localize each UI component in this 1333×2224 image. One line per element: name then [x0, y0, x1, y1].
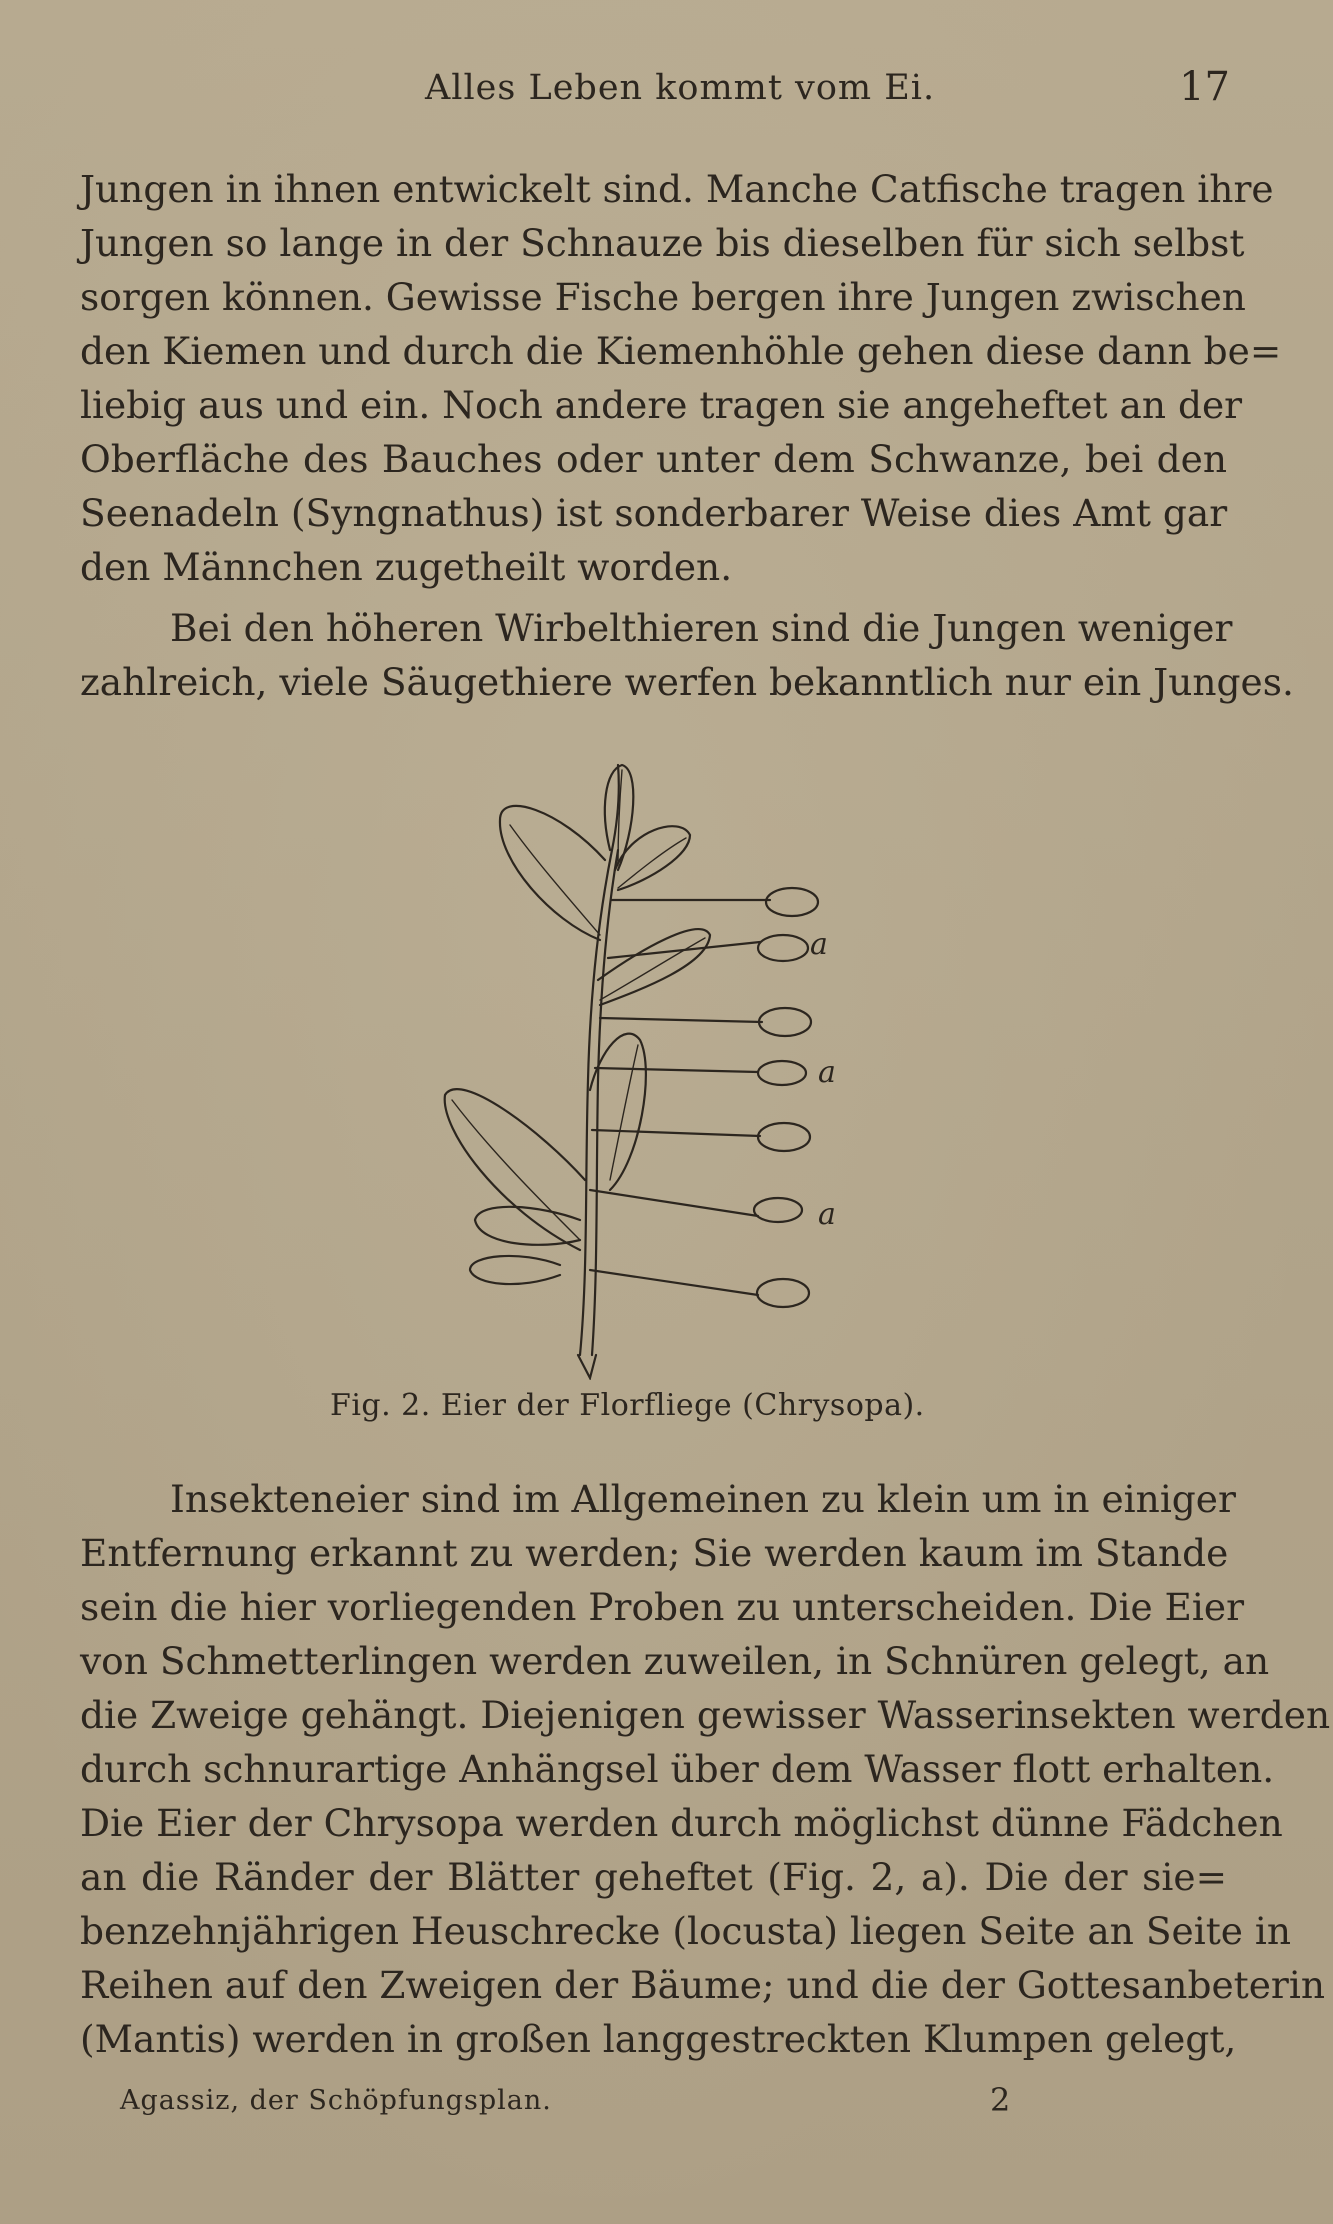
- egg-thread: [595, 1068, 758, 1072]
- page-number: 17: [1179, 64, 1230, 110]
- text-line: die Zweige gehängt. Diejenigen gewisser Wasserinsekten werden: [80, 1693, 1331, 1737]
- paragraph-vertebrates: [80, 601, 1294, 709]
- egg: [758, 1123, 810, 1151]
- egg-thread: [600, 1018, 762, 1022]
- chrysopa-eggs-figure: [440, 750, 880, 1380]
- leaf: [470, 1256, 560, 1284]
- text-line: Seenadeln (Syngnathus) ist sonderbarer Weise dies Amt gar: [80, 491, 1228, 535]
- text-line: Oberfläche des Bauches oder unter dem Schwanze, bei den: [80, 437, 1227, 481]
- egg: [759, 1008, 811, 1036]
- egg-thread: [590, 1270, 758, 1295]
- text-line: Bei den höheren Wirbelthieren sind die Jungen weniger: [170, 606, 1233, 650]
- running-title: Alles Leben kommt vom Ei.: [425, 68, 936, 108]
- text-line: den Männchen zugetheilt worden.: [80, 545, 733, 589]
- paragraph-insect-eggs: [80, 1472, 1331, 2066]
- text-line: (Mantis) werden in großen langgestreckten Klumpen gelegt,: [80, 2017, 1237, 2061]
- figure-label-a: a: [818, 1055, 836, 1090]
- text-line: Entfernung erkannt zu werden; Sie werden kaum im Stande: [80, 1531, 1229, 1575]
- text-line: durch schnurartige Anhängsel über dem Wasser flott erhalten.: [80, 1747, 1275, 1791]
- text-line: von Schmetterlingen werden zuweilen, in Schnüren gelegt, an: [80, 1639, 1270, 1683]
- page-footer: [120, 2081, 1020, 2125]
- leaf-vein: [452, 1100, 580, 1240]
- paragraph-continued: [80, 162, 1282, 594]
- leaf: [475, 1207, 580, 1245]
- egg: [758, 1061, 806, 1085]
- footer-book-title: Agassiz, der Schöpfungsplan.: [120, 2085, 552, 2116]
- egg-thread: [592, 1130, 760, 1136]
- text-line: Jungen in ihnen entwickelt sind. Manche Catfische tragen ihre: [80, 167, 1274, 211]
- text-line: Jungen so lange in der Schnauze bis dieselben für sich selbst: [80, 221, 1245, 265]
- figure-caption: Fig. 2. Eier der Florfliege (Chrysopa).: [330, 1388, 925, 1423]
- text-line: an die Ränder der Blätter geheftet (Fig. 2, a). Die der sie=: [80, 1855, 1227, 1899]
- figure-label-a: a: [818, 1197, 836, 1232]
- egg: [758, 935, 808, 961]
- egg-thread: [608, 942, 760, 958]
- text-line: benzehnjährigen Heuschrecke (locusta) liegen Seite an Seite in: [80, 1909, 1292, 1953]
- leaf-vein: [618, 838, 686, 888]
- page-header: [80, 62, 1230, 122]
- leaf: [500, 806, 605, 940]
- signature-mark: 2: [990, 2081, 1011, 2119]
- text-line: sorgen können. Gewisse Fische bergen ihre Jungen zwischen: [80, 275, 1246, 319]
- text-line: den Kiemen und durch die Kiemenhöhle gehen diese dann be=: [80, 329, 1282, 373]
- leaf-vein: [610, 1045, 638, 1180]
- leaf: [445, 1089, 585, 1250]
- stem-base: [578, 1355, 596, 1378]
- leaf: [598, 929, 710, 1005]
- text-line: Die Eier der Chrysopa werden durch möglichst dünne Fädchen: [80, 1801, 1283, 1845]
- egg: [754, 1198, 802, 1222]
- stem: [592, 850, 618, 1355]
- text-line: Reihen auf den Zweigen der Bäume; und die der Gottesanbeterin: [80, 1963, 1325, 2007]
- text-line: sein die hier vorliegenden Proben zu unterscheiden. Die Eier: [80, 1585, 1245, 1629]
- egg: [766, 888, 818, 916]
- figure-label-a: a: [810, 927, 828, 962]
- text-line: zahlreich, viele Säugethiere werfen bekanntlich nur ein Junges.: [80, 660, 1294, 704]
- text-line: liebig aus und ein. Noch andere tragen sie angeheftet an der: [80, 383, 1243, 427]
- egg-thread: [590, 1190, 758, 1216]
- egg: [757, 1279, 809, 1307]
- text-line: Insekteneier sind im Allgemeinen zu klein um in einiger: [170, 1477, 1236, 1521]
